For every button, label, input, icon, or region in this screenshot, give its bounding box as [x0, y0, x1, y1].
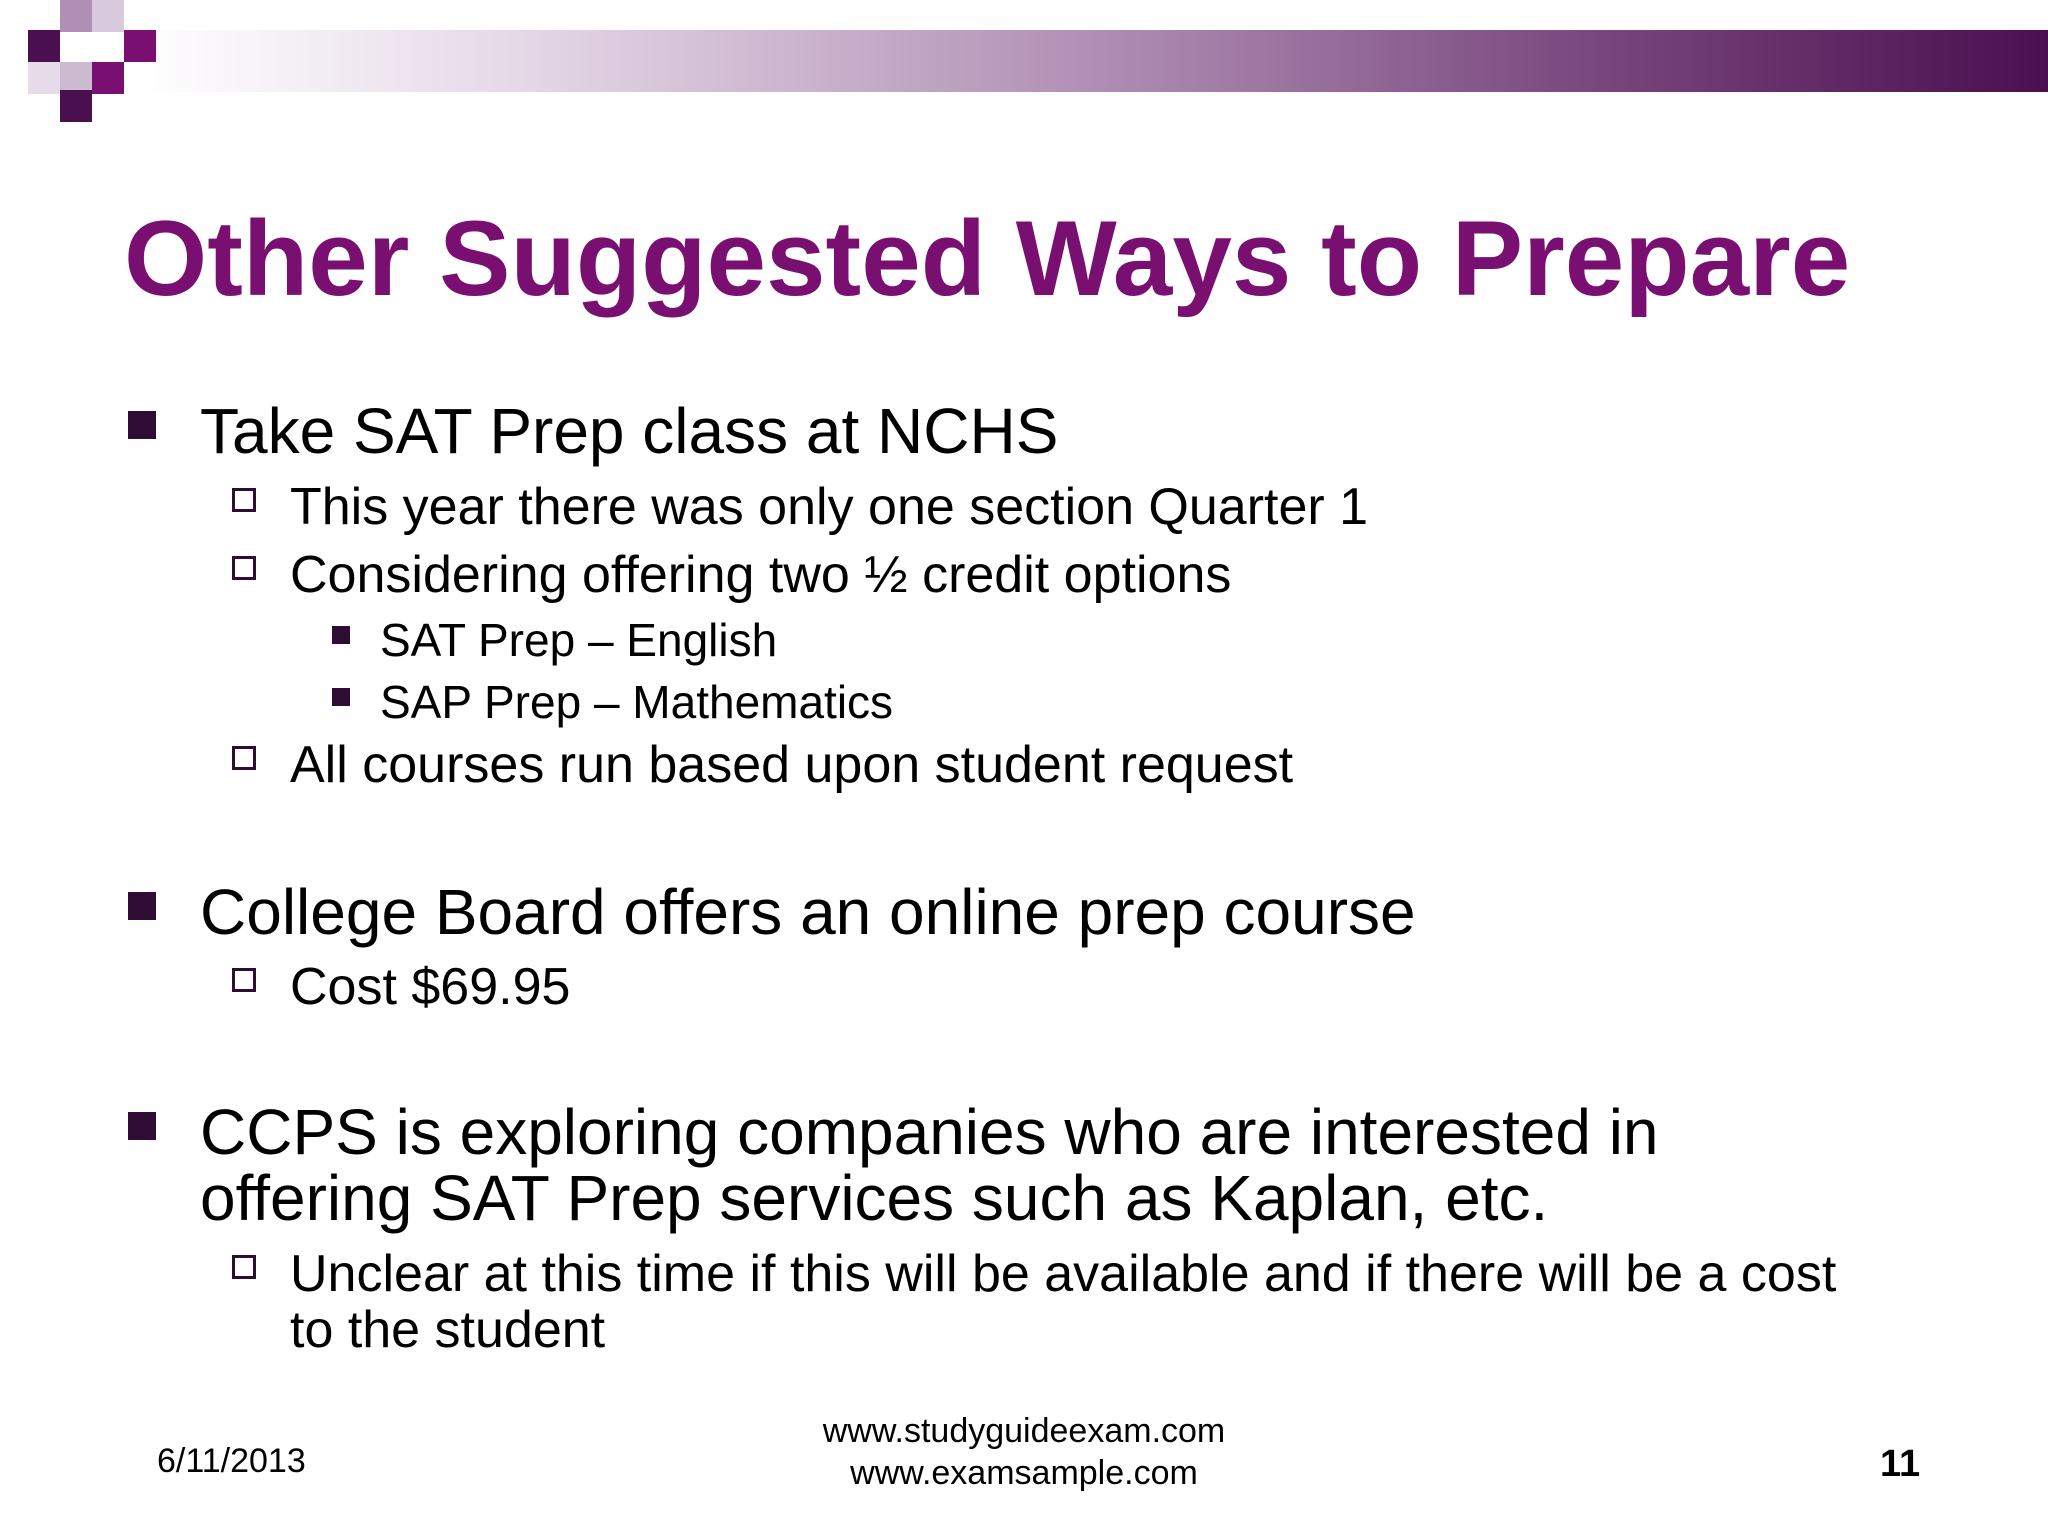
- hollow-square-bullet-icon: [232, 746, 256, 770]
- hollow-square-bullet-icon: [232, 488, 256, 512]
- sub-sub-bullet-text: SAP Prep – Mathematics: [380, 676, 894, 728]
- footer-urls: [823, 1410, 1226, 1494]
- sub-bullet-text: Considering offering two ½ credit options: [290, 546, 1232, 604]
- decor-square-icon: [92, 62, 124, 94]
- footer-url: www.examsample.com: [850, 1454, 1198, 1492]
- bullet-text-line-2: offering SAT Prep services such as Kaplan, etc.: [200, 1162, 1549, 1234]
- square-bullet-icon: [128, 1112, 156, 1140]
- sub-bullet-text: This year there was only one section Quarter 1: [290, 478, 1369, 536]
- hollow-square-bullet-icon: [232, 556, 256, 580]
- bullet-text: College Board offers an online prep course: [200, 876, 1416, 948]
- sub-sub-bullet-text: SAT Prep – English: [380, 614, 778, 666]
- header-gradient-bar: [140, 30, 2048, 92]
- small-square-bullet-icon: [332, 626, 350, 644]
- decor-square-icon: [124, 30, 156, 62]
- slide-title: Other Suggested Ways to Prepare: [124, 198, 1851, 318]
- decor-square-icon: [92, 0, 124, 32]
- square-bullet-icon: [128, 892, 156, 920]
- decor-square-icon: [28, 30, 60, 62]
- square-bullet-icon: [128, 411, 156, 439]
- hollow-square-bullet-icon: [232, 968, 256, 992]
- bullet-text-line-1: CCPS is exploring companies who are interested in: [200, 1096, 1659, 1168]
- page-number: 11: [1880, 1443, 1921, 1485]
- hollow-square-bullet-icon: [232, 1255, 256, 1279]
- footer-url: www.studyguideexam.com: [822, 1412, 1226, 1450]
- sub-bullet-text-line-1: Unclear at this time if this will be available and if there will be a cost: [290, 1245, 1837, 1303]
- decor-square-icon: [60, 0, 92, 32]
- sub-bullet-text-line-2: to the student: [290, 1301, 606, 1359]
- sub-bullet-text: Cost $69.95: [290, 958, 571, 1016]
- sub-bullet-text: All courses run based upon student request: [290, 736, 1294, 794]
- footer-date: 6/11/2013: [157, 1442, 306, 1480]
- bullet-text: Take SAT Prep class at NCHS: [200, 395, 1059, 467]
- decor-square-icon: [28, 62, 60, 94]
- small-square-bullet-icon: [332, 688, 350, 706]
- decor-square-icon: [60, 90, 92, 122]
